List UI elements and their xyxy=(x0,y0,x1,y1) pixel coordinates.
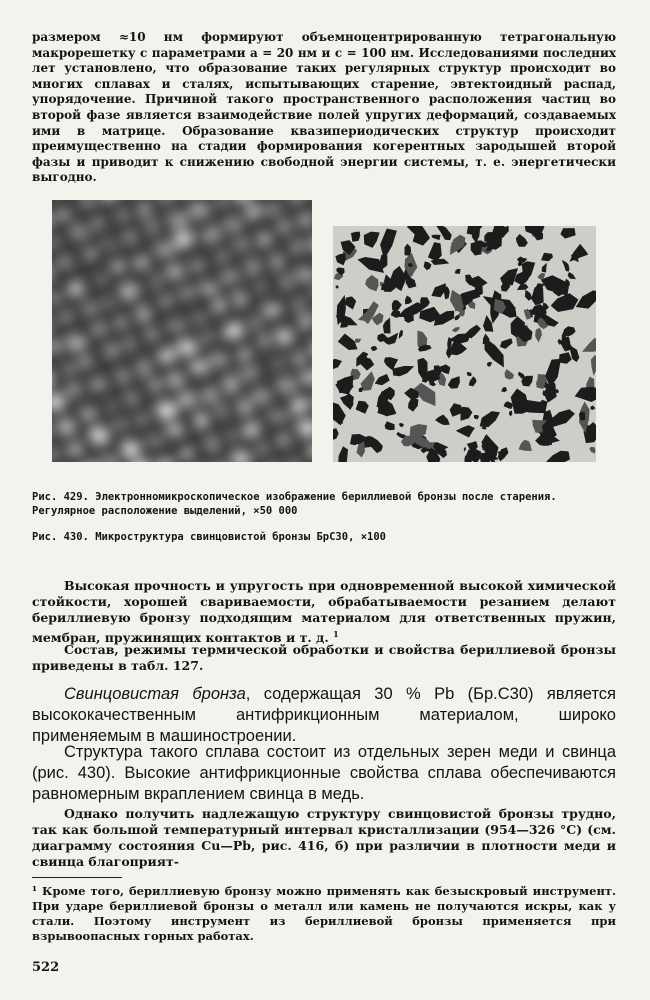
micrograph-spot xyxy=(200,284,217,293)
lead-rest: , содержащая 30 % Pb (Бр.С30) является высококачественным антифрикционным материалом, широко применяемым в машиностроении. xyxy=(32,685,616,745)
footnote-divider xyxy=(32,877,122,878)
micrograph-spot xyxy=(292,352,305,366)
micrograph-spot xyxy=(54,210,71,220)
micrograph-spot xyxy=(90,427,108,444)
figure-430-caption: Рис. 430. Микроструктура свинцовистой бронзы БрС30, ×100 xyxy=(32,531,387,543)
micrograph-spot xyxy=(104,299,114,307)
paragraph-strength xyxy=(32,578,616,646)
page-number: 522 xyxy=(32,960,60,975)
micrograph-spot xyxy=(147,219,157,235)
micrograph-spot xyxy=(147,330,158,339)
micrograph-spot xyxy=(250,316,261,329)
micrograph-spot xyxy=(116,369,128,384)
micrograph-spot xyxy=(207,436,218,452)
lead-grain xyxy=(579,412,585,421)
micrograph-spot xyxy=(57,419,75,435)
micrograph-spot xyxy=(154,242,175,258)
micrograph-spot xyxy=(149,379,161,390)
micrograph-spot xyxy=(116,210,130,219)
micrograph-spot xyxy=(177,340,197,356)
figure-430-microstructure xyxy=(333,226,596,462)
micrograph-spot xyxy=(267,412,288,421)
figure-429-caption: Рис. 429. Электронномикроскопическое изображение бериллиевой бронзы после старения. Регулярное расположение выделений, ×50 000 xyxy=(32,491,557,517)
paragraph-difficulty: Однако получить надлежащую структуру свинцовистой бронзы трудно, так как большой температурный интервал кристаллизации (954—326 °С) (см. диаграмму состояния Cu—Pb, рис. 416, б) при различии в плотности меди и свинца благоприят- xyxy=(32,806,616,869)
paragraph-lead-bronze xyxy=(32,684,616,747)
paragraph-structure: Структура такого сплава состоит из отдельных зерен меди и свинца (рис. 430). Высокие антифрикционные свойства сплава обеспечиваются равномерным вкраплением свинца в медь. xyxy=(32,743,616,803)
micrograph-spot xyxy=(239,400,250,415)
footnote-reference: 1 xyxy=(333,629,339,639)
micrograph-spot xyxy=(137,305,149,322)
micrograph-spot xyxy=(96,275,106,283)
micrograph-spot xyxy=(281,275,293,290)
lead-term: Свинцовистая бронза xyxy=(64,685,246,703)
micrograph-spot xyxy=(234,292,244,306)
micrograph-spot xyxy=(224,218,242,232)
micrograph-spot xyxy=(224,375,237,393)
paragraph-table-reference: Состав, режимы термической обработки и свойства бериллиевой бронзы приведены в табл. 127. xyxy=(32,642,616,673)
footnote: ¹ Кроме того, бериллиевую бронзу можно применять как безыскровый инструмент. При ударе бериллиевой бронзы о металл или камень не получаются искры, как у стали. Поэтому инструмент из бериллиевой бронзы применяется при взрывоопасных горных работах. xyxy=(32,884,616,943)
micrograph-spot xyxy=(126,393,137,405)
micrograph-spot xyxy=(58,258,72,267)
paragraph-strength-text: Высокая прочность и упругость при одновременной высокой химической стойкости, хорошей свариваемости, обрабатываемости резанием делают бериллиевую бронзу подходящим материалом для ответственных пружин, мембран, пружинящих контактов и т. д. xyxy=(32,578,616,646)
micrograph-spot xyxy=(271,254,282,270)
intro-paragraph: размером ≈10 нм формируют объемноцентрированную тетрагональную макрорешетку с параметрами a = 20 нм и c = 100 нм. Исследованиями последних лет установлено, что образование таких регулярных структур происходит во многих сплавах и сталях, испытывающих старение, эвтектоидный распад, упорядочение. Причиной такого пространственного расположения частиц во второй фазе является взаимодействие полей упругих деформаций, создаваемых ими в матрице. Образование квазипериодических структур происходит преимущественно на стадии формирования когерентных зародышей второй фазы и приводит к снижению свободной энергии системы, т. е. энергетически выгодно. xyxy=(32,30,616,185)
figure-429-micrograph xyxy=(52,200,312,462)
